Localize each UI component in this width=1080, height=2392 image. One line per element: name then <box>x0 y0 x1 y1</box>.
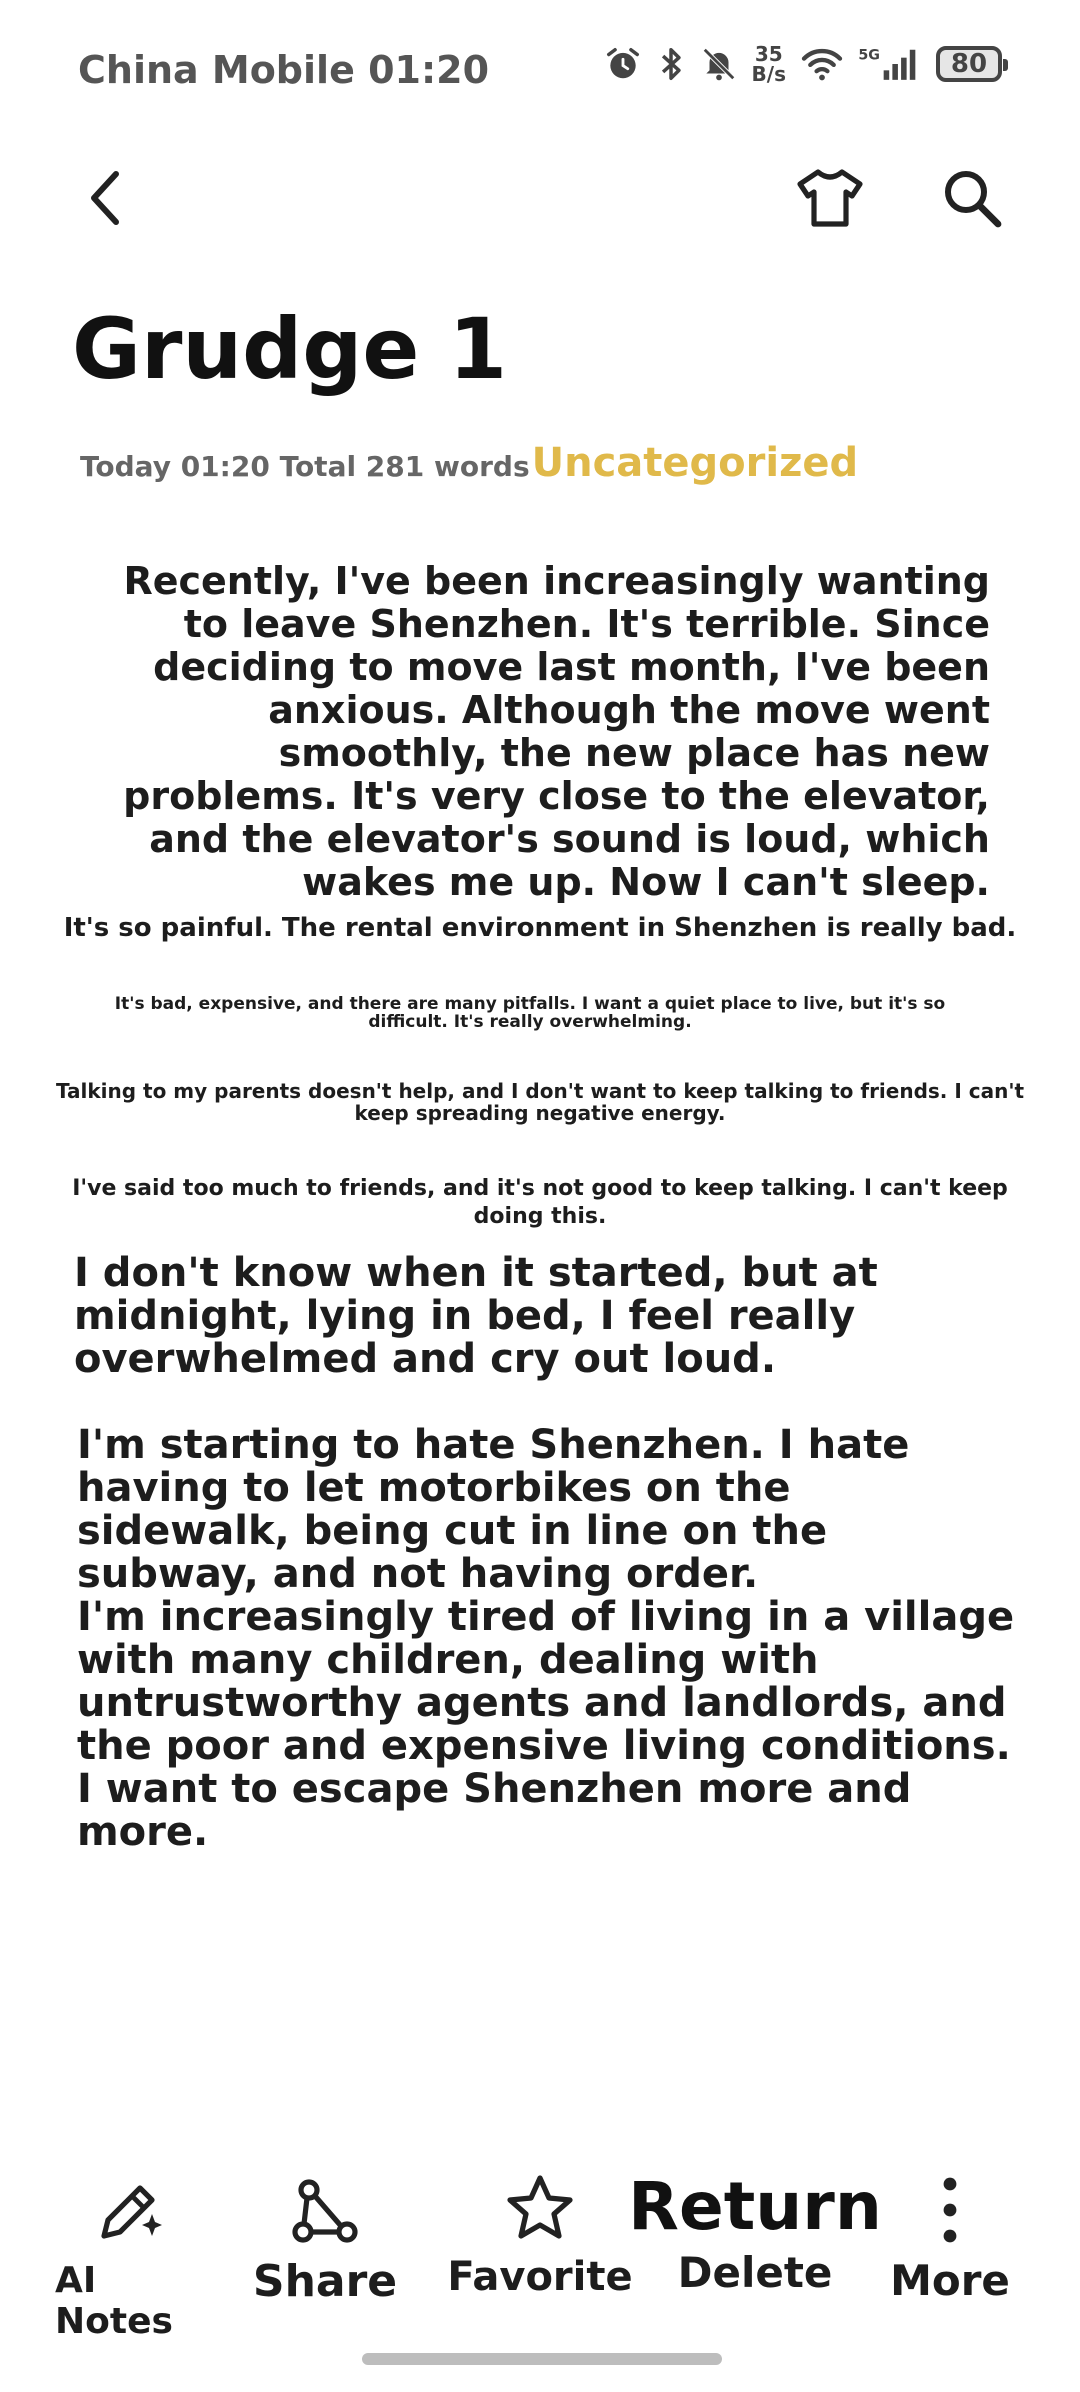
delete-label: Delete <box>677 2248 833 2297</box>
share-label: Share <box>252 2256 398 2307</box>
note-paragraph[interactable]: I've said too much to friends, and it's not good to keep talking. I can't keep doing this. <box>72 1176 1008 1229</box>
share-icon <box>287 2172 363 2248</box>
note-paragraph[interactable]: Recently, I've been increasingly wanting to leave Shenzhen. It's terrible. Since deciding to move last month, I've been anxious. Although the move went smoothly, the new place has new problems. It's very close to the elevator, and the elevator's sound is loud, which wakes me up. Now I can't sleep. <box>123 559 990 904</box>
category-label[interactable]: Uncategorized <box>531 440 859 486</box>
ai-notes-button[interactable] <box>55 2172 205 2342</box>
note-paragraph[interactable]: I'm starting to hate Shenzhen. I hate having to let motorbikes on the sidewalk, being cut in line on the subway, and not having order. <box>77 1422 910 1597</box>
net-speed-value: 35 <box>754 42 783 66</box>
net-speed <box>752 44 786 84</box>
delete-button[interactable] <box>628 2168 882 2297</box>
ai-pen-icon <box>92 2172 168 2248</box>
favorite-label: Favorite <box>447 2254 633 2300</box>
home-indicator[interactable] <box>362 2353 722 2365</box>
note-paragraph[interactable]: Talking to my parents doesn't help, and I don't want to keep talking to friends. I can't keep spreading negative energy. <box>55 1079 1025 1125</box>
bluetooth-icon <box>656 45 686 83</box>
search-button[interactable] <box>932 158 1012 238</box>
battery-indicator: 80 <box>936 46 1002 82</box>
more-vertical-icon <box>930 2172 970 2248</box>
bottom-toolbar <box>0 2160 1080 2342</box>
more-label: More <box>890 2256 1010 2305</box>
note-paragraph[interactable]: It's so painful. The rental environment in Shenzhen is really bad. <box>63 913 1017 943</box>
more-button[interactable] <box>880 2172 1020 2305</box>
net-speed-unit: B/s <box>751 62 786 86</box>
status-bar <box>0 0 1080 140</box>
note-paragraph[interactable]: I don't know when it started, but at midnight, lying in bed, I feel really overwhelmed and cry out loud. <box>74 1250 878 1382</box>
note-paragraph[interactable]: It's bad, expensive, and there are many pitfalls. I want a quiet place to live, but it's so difficult. It's really overwhelming. <box>114 994 946 1032</box>
carrier-time: China Mobile 01:20 <box>78 48 490 92</box>
back-arrow-icon <box>81 168 131 228</box>
note-meta <box>80 440 858 486</box>
search-icon <box>940 166 1004 230</box>
note-paragraph[interactable]: I'm increasingly tired of living in a village with many children, dealing with untrustworthy agents and landlords, and the poor and expensive living conditions. I want to escape Shenzhen more and more. <box>77 1594 1015 1855</box>
top-bar <box>0 150 1080 250</box>
note-date-wordcount: Today 01:20 Total 281 words <box>80 450 530 483</box>
favorite-button[interactable] <box>447 2172 633 2300</box>
tshirt-icon <box>794 166 866 230</box>
svg-text:5G: 5G <box>858 47 880 64</box>
status-icons <box>604 44 1002 84</box>
signal-icon <box>858 45 922 83</box>
mute-bell-icon <box>700 45 738 83</box>
theme-button[interactable] <box>790 158 870 238</box>
alarm-icon <box>604 45 642 83</box>
share-button[interactable] <box>250 2172 400 2307</box>
ai-notes-label: AI Notes <box>55 2260 173 2342</box>
back-button[interactable] <box>66 158 146 238</box>
note-title[interactable]: Grudge 1 <box>72 300 508 398</box>
wifi-icon <box>800 46 844 82</box>
star-icon <box>504 2172 576 2244</box>
return-label: Return <box>628 2168 882 2245</box>
